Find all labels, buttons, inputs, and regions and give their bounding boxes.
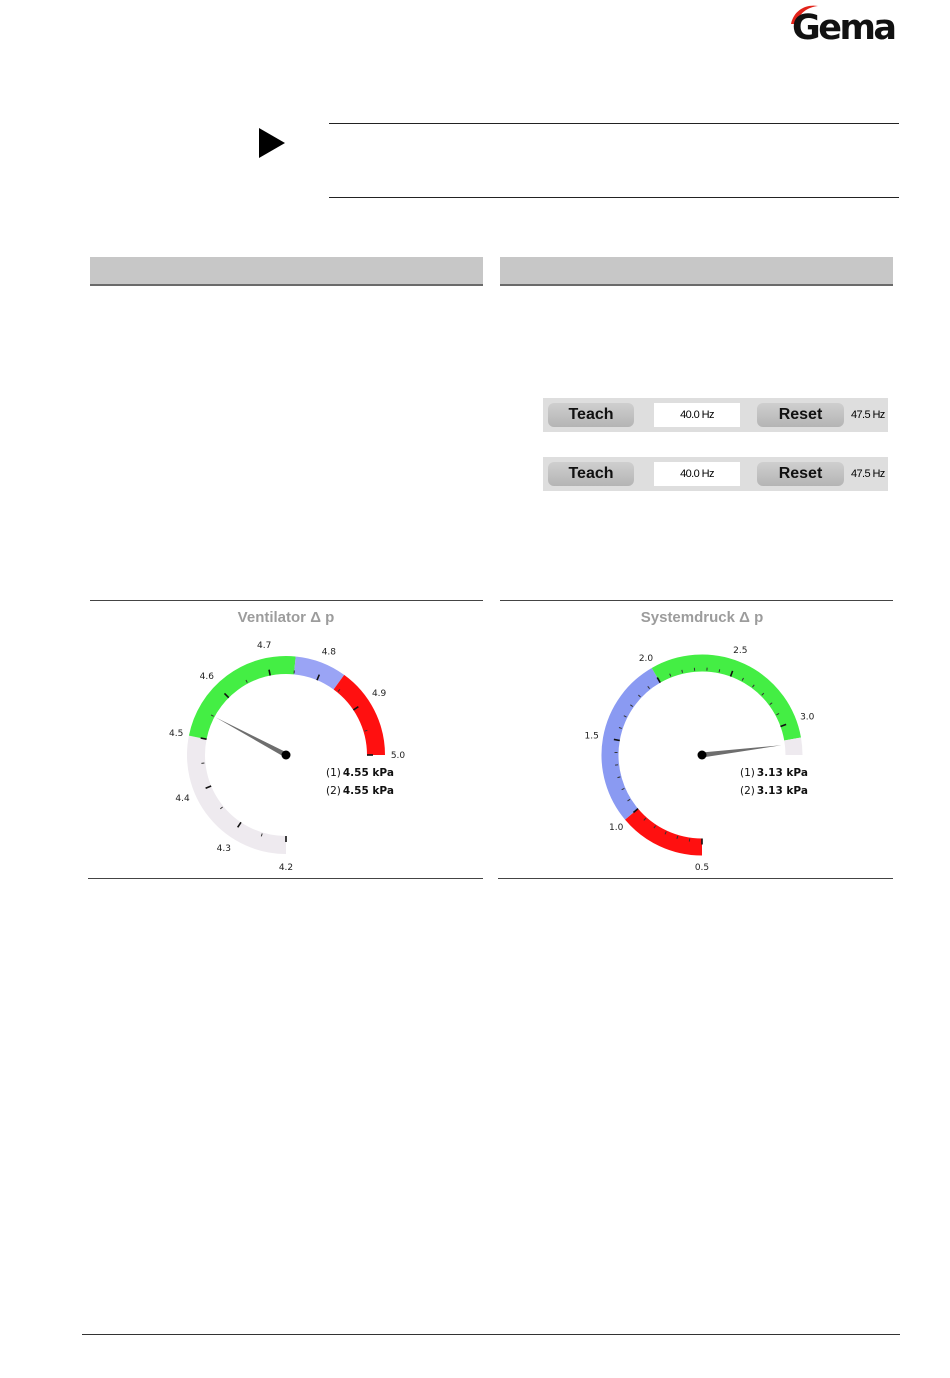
frequency-value: 47.5 Hz: [851, 468, 885, 480]
gauge-tick-label: 4.8: [321, 647, 337, 658]
gauge-tick-label: 2.0: [638, 654, 654, 665]
reset-button[interactable]: Reset: [757, 403, 844, 427]
row-divider: [498, 878, 893, 879]
row-divider: [88, 878, 483, 879]
teach-reset-panel: [543, 398, 888, 432]
gauge-tick-label: 3.0: [800, 712, 815, 723]
reset-button[interactable]: Reset: [757, 462, 844, 486]
gauge-title: Ventilator Δ p: [237, 609, 335, 626]
gema-logo: [788, 2, 908, 52]
gauge-minor-tick: [682, 670, 683, 673]
gauge-tick-label: 4.3: [216, 844, 231, 855]
gauge-minor-tick: [719, 669, 720, 672]
gauge-needle: [702, 745, 782, 757]
gauge-tick-label: 4.9: [371, 688, 387, 699]
teach-reset-panel: [543, 457, 888, 491]
gauge-zone: [610, 675, 656, 814]
teach-button[interactable]: Teach: [548, 403, 634, 427]
gauge-zone: [196, 737, 286, 845]
gauge-zone: [339, 682, 376, 755]
gauge-tick-label: 5.0: [390, 751, 406, 761]
gauge-tick-label: 1.5: [584, 731, 599, 742]
gauge-readout: (2) 3.13 kPa: [740, 785, 808, 797]
footer-rule: [82, 1334, 900, 1335]
table-header-right: [500, 257, 893, 286]
gauge-tick-label: 1.0: [609, 822, 624, 833]
gauge-tick-label: 4.6: [199, 671, 214, 682]
gauge-zone: [632, 814, 702, 847]
gauge-major-tick: [614, 739, 620, 740]
gauge-tick-label: 0.5: [694, 863, 710, 873]
gauge-title: Systemdruck Δ p: [640, 609, 764, 626]
ventilator-gauge: [90, 600, 483, 878]
gauge-needle: [215, 717, 287, 757]
systemdruck-gauge: [500, 600, 893, 878]
gauge-readout: (2) 4.55 kPa: [326, 785, 394, 797]
gauge-tick-label: 4.5: [168, 729, 184, 740]
gauge-readout: (1) 4.55 kPa: [326, 767, 394, 779]
note-arrow-icon: [259, 128, 285, 158]
gauge-tick-label: 4.2: [278, 863, 294, 873]
gauge-tick-label: 4.7: [256, 641, 272, 652]
frequency-value: 47.5 Hz: [851, 409, 885, 421]
gauge-needle-hub: [282, 751, 291, 760]
gauge-zone: [656, 663, 793, 739]
note-bottom-rule: [329, 197, 899, 198]
gauge-tick-label: 2.5: [733, 645, 748, 656]
teach-value-field[interactable]: 40.0 Hz: [654, 462, 740, 486]
table-header-left: [90, 257, 483, 286]
teach-value-field[interactable]: 40.0 Hz: [654, 403, 740, 427]
gauge-readout: (1) 3.13 kPa: [740, 767, 808, 779]
note-top-rule: [329, 123, 899, 124]
gauge-tick-label: 4.4: [175, 793, 190, 804]
gauge-zone: [793, 739, 794, 755]
logo-text: Gema: [792, 8, 895, 48]
gauge-needle-hub: [698, 751, 707, 760]
teach-button[interactable]: Teach: [548, 462, 634, 486]
